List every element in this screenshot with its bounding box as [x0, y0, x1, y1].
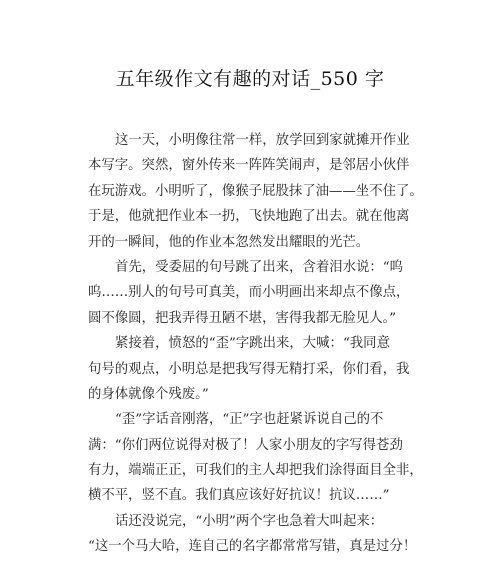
text-line: 开的一瞬间，他的作业本忽然发出耀眼的光芒。	[88, 234, 370, 250]
text-line: 紧接着，愤怒的“歪”字跳出来，大喊：“我同意	[115, 336, 390, 352]
text-line: 横不平，竖不直。我们真应该好好抗议！抗议……”	[88, 488, 390, 504]
text-line: 呜……别人的句号可真美，而小明画出来却点不像点，	[88, 285, 410, 301]
text-line: 话还没说完，“小明”两个字也急着大叫起来：	[115, 513, 384, 529]
text-line: 满：“你们两位说得对极了！人家小朋友的字写得苍劲	[88, 437, 403, 453]
text-line: 句号的观点，小明总是把我写得无精打采，你们看，我	[88, 361, 410, 377]
text-line: 有力，端端正正，可我们的主人却把我们涂得面目全非，	[88, 463, 423, 479]
text-line: 在玩游戏。小明听了，像猴子屁股抹了油——坐不住了。	[88, 183, 423, 199]
text-line: “这一个马大哈，连自己的名字都常常写错，真是过分！	[88, 539, 417, 555]
text-line: “歪”字话音刚落，“正”字也赶紧诉说自己的不	[115, 412, 384, 428]
text-line: 首先，受委屈的句号跳了出来，含着泪水说：“呜	[115, 259, 404, 275]
text-line: 于是，他就把作业本一扔，飞快地跑了出去。就在他离	[88, 209, 410, 225]
document-title: 五年级作文有趣的对话_550 字	[115, 68, 385, 90]
text-line: 的身体就像个残废。”	[88, 386, 209, 402]
text-line: 圆不像圆，把我弄得丑陋不堪，害得我都无脸见人。”	[88, 310, 397, 326]
text-line: 这一天，小明像往常一样，放学回到家就摊开作业	[115, 133, 410, 148]
document-body	[88, 128, 422, 560]
text-line: 本写字。突然，窗外传来一阵阵笑闹声，是邻居小伙伴	[88, 158, 410, 174]
